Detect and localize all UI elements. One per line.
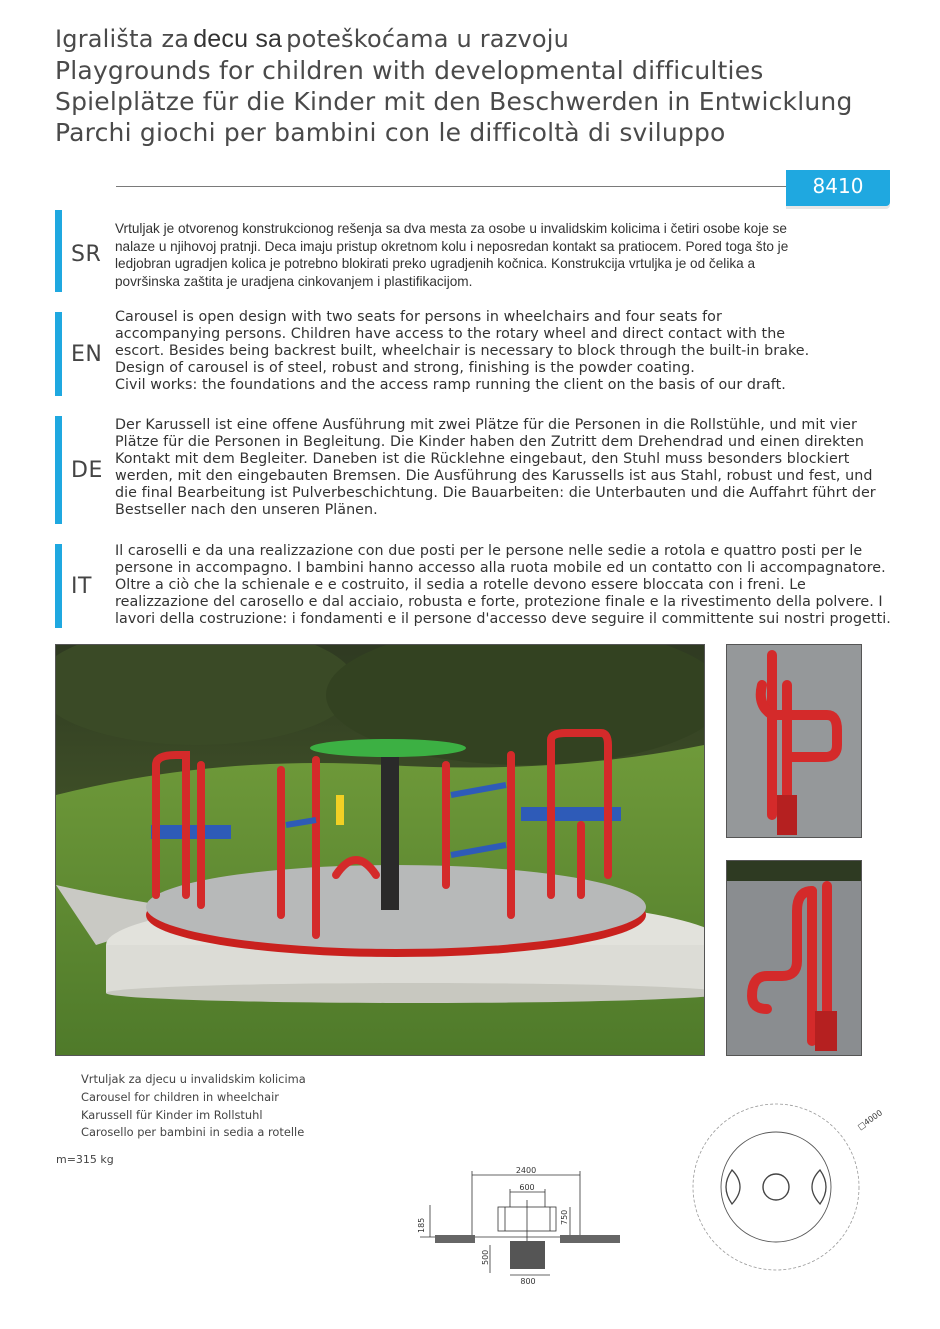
title-sr: Igrališta za decu sa poteškoćama u razvoju: [55, 25, 570, 53]
title-it: Parchi giochi per bambini con le difficoltà di sviluppo: [55, 118, 726, 147]
section-text: Carousel is open design with two seats for persons in wheelchairs and four seats for accompanying persons. Children have access to the rotary wheel and direct contact with the escort. Besides being backrest built, wheelchair is necessary to block through the built-in brake. Design of carousel is of steel, robust and strong, finishing is the powder coating. Civil works: the foundations and the access ramp running the client on the basis of our draft.: [115, 309, 810, 394]
dim-800: 800: [520, 1277, 536, 1285]
section-text: Il caroselli e da una realizzazione con due posti per le persone nelle sedie a rotola e quattro posti per le persone in accompagno. I bambini hanno accesso alla ruota mobile ed un contatto con li accompagnatore. Oltre a ciò che la schienale e e costruito, il sedia a rotelle devono essere bloccata con i freni. Le realizzazione del carosello e dal acciaio, robusta e forte, protezione finale e la rivestimento della polvere. I lavori della costruzione: i fondamenti e il persone d'accesso deve seguire il committente sui nostri progetti.: [115, 543, 891, 628]
title-block: [55, 24, 853, 148]
dim-area: □4000: [855, 1108, 885, 1132]
section-it: [55, 543, 891, 628]
divider-rule: [116, 186, 788, 187]
lang-label: IT: [71, 574, 92, 599]
photo-caption: Vrtuljak za djecu u invalidskim kolicima Carousel for children in wheelchair Karussell für Kinder im Rollstuhl Carosello per bambini in sedia a rotelle: [81, 1072, 306, 1140]
top-view-drawing: [680, 1100, 890, 1280]
detail-photo-top: [726, 644, 862, 838]
dim-750: 750: [560, 1209, 569, 1225]
dim-2400: 2400: [515, 1166, 537, 1175]
title-en: Playgrounds for children with developmental difficulties: [55, 56, 764, 85]
section-sr: [55, 210, 855, 292]
product-code-badge: 8410: [786, 170, 890, 206]
section-bar: [55, 210, 62, 292]
dim-600: 600: [519, 1183, 535, 1192]
section-bar: [55, 544, 62, 628]
section-text: Vrtuljak je otvorenog konstrukcionog rešenja sa dva mesta za osobe u invalidskim kolicima i četiri osobe koje se nalaze u njihovoj pratnji. Deca imaju pristup okretnom kolu i neposredan kontakt sa pratiocem. Pored toga što je ledjobran ugradjen kolica je potrebno blokirati preko ugradjenih kočnica. Konstrukcija vrtuljka je od čelika a površinska zaštita je uradjena cinkovanjem i plastifikacijom.: [115, 221, 789, 289]
dim-185: 185: [417, 1217, 426, 1233]
detail-photo-bottom: [726, 860, 862, 1056]
lang-label: SR: [71, 242, 102, 267]
lang-label: EN: [71, 342, 103, 367]
lang-label: DE: [71, 458, 103, 483]
section-bar: [55, 312, 62, 396]
mass-label: m=315 kg: [56, 1153, 114, 1166]
dim-500: 500: [481, 1249, 490, 1265]
section-bar: [55, 416, 62, 524]
title-de: Spielplätze für die Kinder mit den Beschwerden in Entwicklung: [55, 87, 853, 116]
section-en: [55, 309, 855, 396]
section-text: Der Karussell ist eine offene Ausführung mit zwei Plätze für die Personen in die Rollstühle, und mit vier Plätze für die Personen in Begleitung. Die Kinder haben den Zutritt dem Drehendrad und einen direkten Kontakt mit dem Begleiter. Daneben ist die Rücklehne eingebaut, den Stuhl muss besonders blockiert werden, mit den eingebauten Bremsen. Die Ausführung des Karussells ist aus Stahl, robust und fest, und die final Bearbeitung ist Pulverbeschichtung. Die Bauarbeiten: die Unterbauten und die Auffahrt führt der Bestseller nach den unseren Plänen.: [115, 417, 876, 519]
side-view-drawing: [410, 1165, 630, 1285]
carousel-photo: [55, 644, 705, 1056]
section-de: [55, 416, 875, 524]
